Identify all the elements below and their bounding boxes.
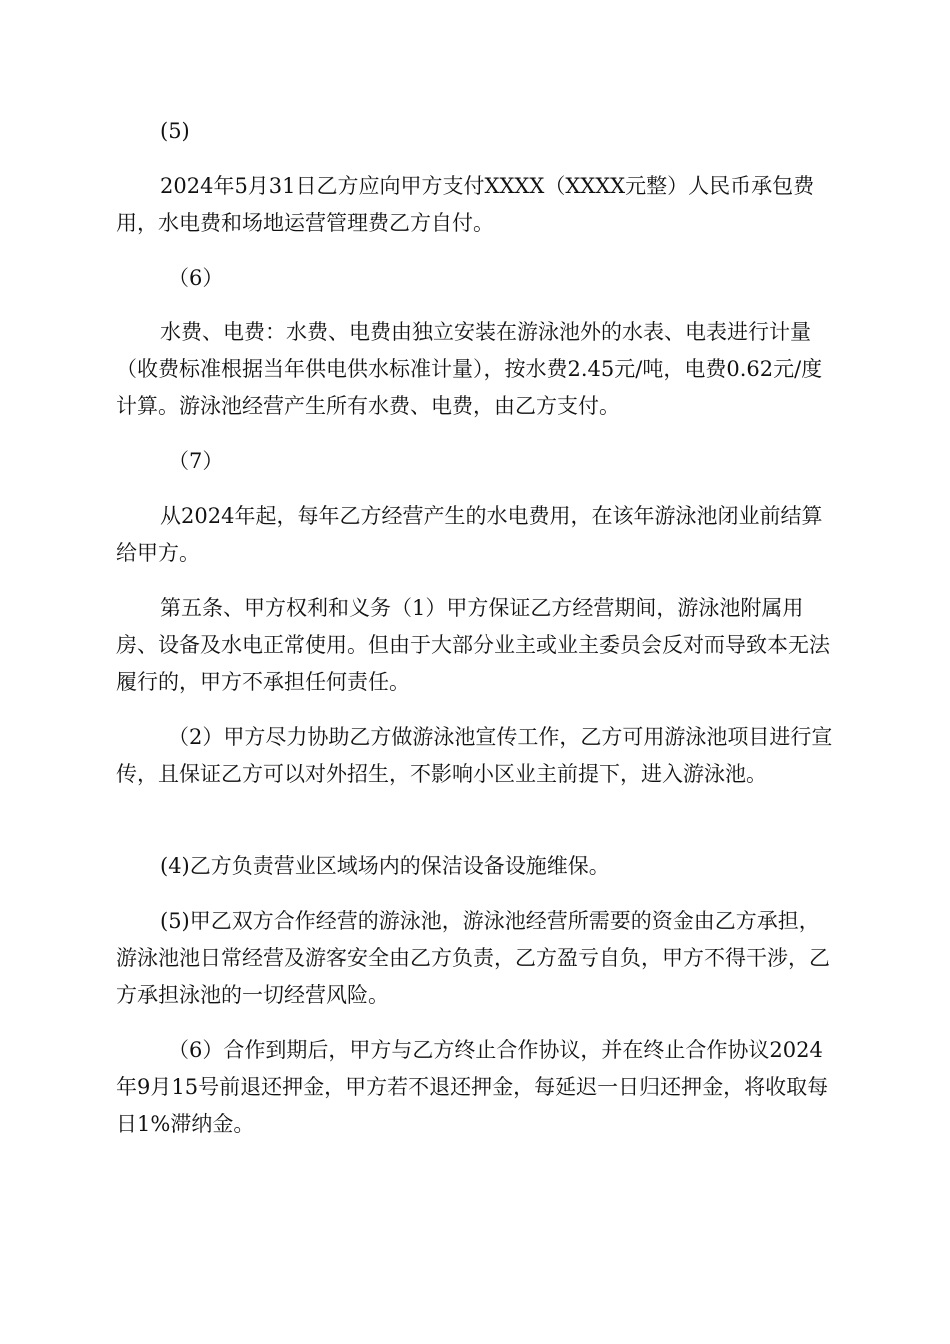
paragraph-risk: (5)甲乙双方合作经营的游泳池，游泳池经营所需要的资金由乙方承担，游泳池池日常经营及游客安全由乙方负责，乙方盈亏自负，甲方不得干涉，乙方承担泳池的一切经营风险。 (116, 909, 830, 1007)
paragraph-article-five: 第五条、甲方权利和义务（1）甲方保证乙方经营期间，游泳池附属用房、设备及水电正常使用。但由于大部分业主或业主委员会反对而导致本无法履行的，甲方不承担任何责任。 (116, 596, 830, 694)
paragraph-annual-settlement: 从2024年起，每年乙方经营产生的水电费用，在该年游泳池闭业前结算给甲方。 (116, 504, 823, 565)
paragraph-marker-5: (5) (160, 119, 190, 143)
paragraph-payment: 2024年5月31日乙方应向甲方支付XXXX（XXXX元整）人民币承包费用，水电费和场地运营管理费乙方自付。 (116, 174, 815, 235)
paragraph-promotion: （2）甲方尽力协助乙方做游泳池宣传工作，乙方可用游泳池项目进行宣传，且保证乙方可以对外招生，不影响小区业主前提下，进入游泳池。 (116, 725, 833, 786)
paragraph-deposit: （6）合作到期后，甲方与乙方终止合作协议，并在终止合作协议2024年9月15号前退还押金，甲方若不退还押金，每延迟一日归还押金，将收取每日1%滞纳金。 (116, 1038, 829, 1136)
paragraph-marker-6: （6） (168, 266, 224, 290)
paragraph-utility-fees: 水费、电费：水费、电费由独立安装在游泳池外的水表、电表进行计量（收费标准根据当年供电供水标准计量），按水费2.45元/吨，电费0.62元/度计算。游泳池经营产生所有水费、电费，由乙方支付。 (116, 320, 823, 418)
paragraph-marker-7: （7） (168, 449, 224, 473)
paragraph-maintenance: (4)乙方负责营业区域场内的保洁设备设施维保。 (160, 854, 610, 878)
